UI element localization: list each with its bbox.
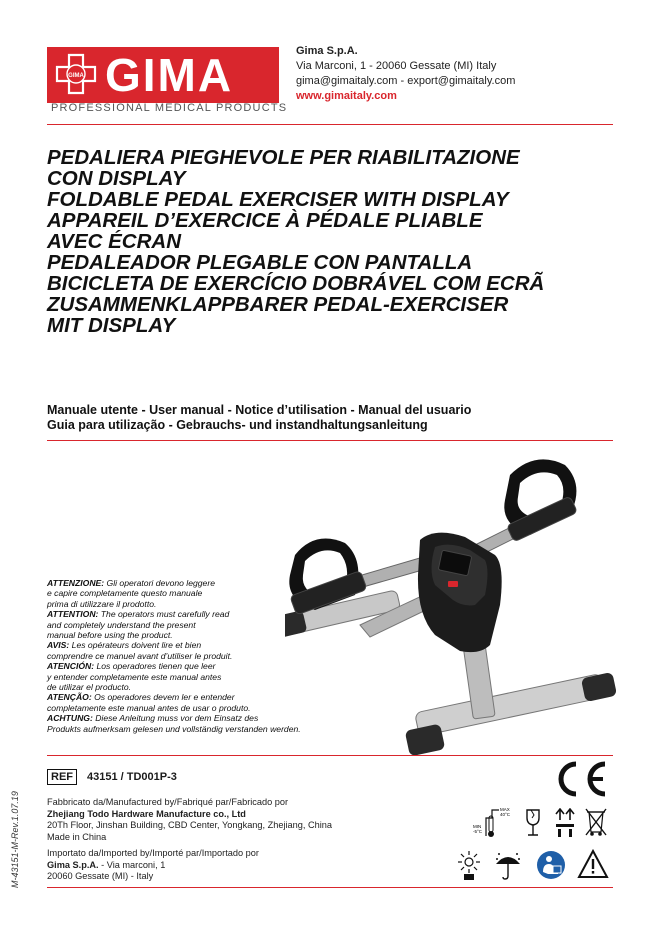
warning-line: ATENCIÓN: Los operadores tienen que leer [47, 661, 216, 672]
warning-line: ATENÇÃO: Os operadores devem ler e entender [47, 692, 235, 703]
warning-line: de utilizar el producto. [47, 682, 132, 693]
warning-triangle-icon [576, 848, 610, 880]
manufacturer-heading: Fabbricato da/Manufactured by/Fabriqué par/Fabricado por [47, 797, 289, 807]
warning-line: completamente este manual antes de usar o produto. [47, 702, 251, 713]
title-line: MIT DISPLAY [47, 314, 176, 337]
title-line: APPAREIL D’EXERCICE À PÉDALE PLIABLE [47, 209, 483, 232]
importer-block [47, 848, 259, 883]
title-line: BICICLETA DE EXERCÍCIO DOBRÁVEL COM ECRÃ [47, 272, 545, 295]
manufacturer-address: 20Th Floor, Jinshan Building, CBD Center, Yongkang, Zhejiang, China [47, 820, 332, 830]
logo-tagline: PROFESSIONAL MEDICAL PRODUCTS [51, 102, 288, 114]
importer-name: Gima S.p.A. - Via marconi, 1 [47, 859, 166, 870]
warning-line: comprendre ce manuel avant d’utiliser le produit. [47, 650, 233, 661]
warning-line: e capire completamente questo manuale [47, 588, 203, 599]
warnings-divider [47, 755, 613, 756]
svg-text:MAX: MAX [500, 807, 510, 812]
weee-bin-icon [584, 806, 608, 838]
fragile-icon [524, 808, 542, 838]
keep-away-from-sunlight-icon [452, 850, 486, 882]
ce-mark-icon [552, 760, 608, 798]
title-line: ZUSAMMENKLAPPBARER PEDAL-EXERCISER [47, 293, 509, 316]
manufacturer-country: Made in China [47, 831, 107, 842]
document-revision-code: M-43151-M-Rev.1.07.19 [10, 791, 20, 888]
right-pedal [504, 459, 577, 542]
svg-text:40°C: 40°C [500, 812, 511, 817]
company-address: Via Marconi, 1 - 20060 Gessate (MI) Italy [296, 60, 497, 72]
importer-heading: Importato da/Imported by/Importé par/Importado por [47, 848, 259, 858]
this-way-up-icon [554, 808, 576, 838]
company-address-block [296, 44, 515, 104]
manufacturer-name: Zhejiang Todo Hardware Manufacture co., Ltd [47, 808, 246, 819]
header-divider [47, 124, 613, 125]
ref-code: 43151 / TD001P-3 [87, 771, 177, 783]
title-line: PEDALEADOR PLEGABLE CON PANTALLA [47, 251, 473, 274]
gima-cross-icon [55, 53, 97, 95]
title-line: AVEC ÉCRAN [47, 230, 182, 253]
importer-city: 20060 Gessate (MI) - Italy [47, 871, 154, 881]
manual-line: Manuale utente - User manual - Notice d’utilisation - Manual del usuario [47, 403, 472, 417]
company-emails: gima@gimaitaly.com - export@gimaitaly.com [296, 75, 516, 87]
warning-line: Produkts aufmerksam gelesen und vollständig verstanden werden. [47, 723, 301, 734]
ref-label: REF [47, 769, 77, 785]
manufacturer-block [47, 797, 332, 843]
warning-line: ATTENTION: The operators must carefully read [47, 609, 230, 620]
warning-line: AVIS: Les opérateurs doivent lire et bien [47, 640, 202, 651]
footer-divider [47, 887, 613, 888]
ref-block [47, 769, 177, 785]
temperature-limit-icon [472, 806, 514, 840]
title-line: CON DISPLAY [47, 167, 186, 190]
logo-cross-text: GIMA [68, 73, 84, 79]
warning-line: y entender completamente este manual antes [47, 671, 222, 682]
warning-line: ACHTUNG: Diese Anleitung muss vor dem Einsatz des [47, 713, 259, 724]
read-manual-icon [536, 850, 566, 880]
gima-logo [47, 47, 279, 103]
product-titles [47, 148, 617, 337]
keep-dry-umbrella-icon [494, 850, 522, 882]
manual-languages [47, 403, 471, 433]
safety-warnings [47, 578, 347, 734]
company-name: Gima S.p.A. [296, 45, 358, 57]
manual-line: Guia para utilização - Gebrauchs- und instandhaltungsanleitung [47, 418, 428, 432]
svg-text:MIN: MIN [473, 824, 482, 829]
warning-line: and completely understand the present [47, 619, 196, 630]
svg-text:-5°C: -5°C [473, 829, 483, 834]
warning-line: manual before using the product. [47, 630, 173, 641]
company-website[interactable]: www.gimaitaly.com [296, 90, 397, 102]
warning-line: prima di utilizzare il prodotto. [47, 598, 157, 609]
titles-divider [47, 440, 613, 441]
title-line: PEDALIERA PIEGHEVOLE PER RIABILITAZIONE [47, 146, 520, 169]
title-line: FOLDABLE PEDAL EXERCISER WITH DISPLAY [47, 188, 509, 211]
warning-line: ATTENZIONE: Gli operatori devono leggere [47, 578, 215, 588]
logo-wordmark: GIMA [105, 49, 234, 101]
